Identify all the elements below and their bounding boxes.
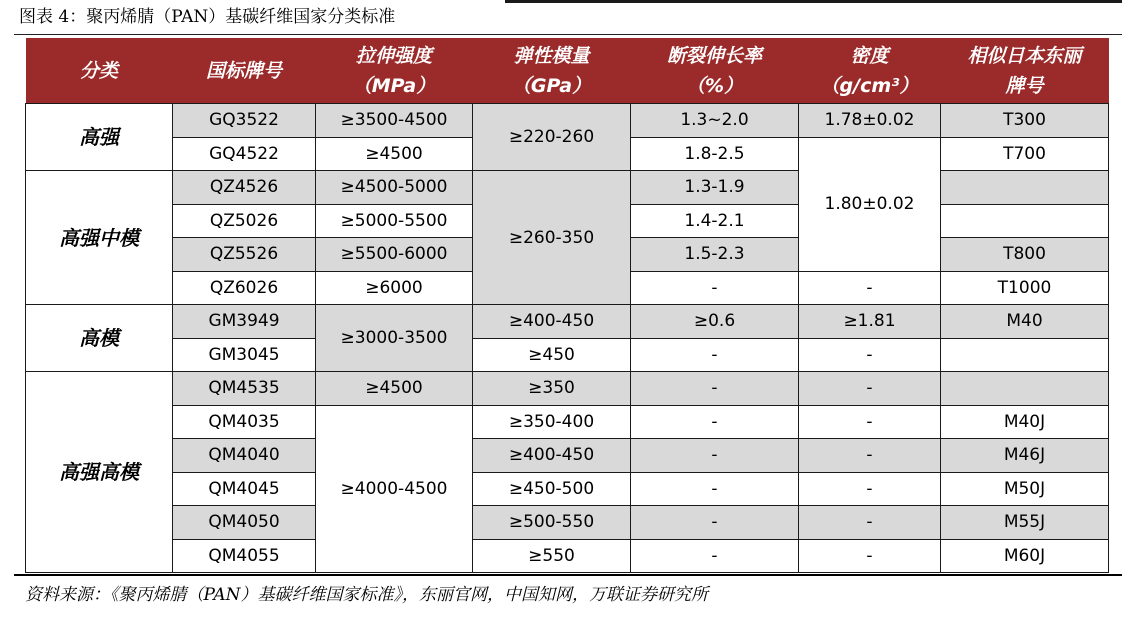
- title-divider: [14, 34, 1122, 35]
- table-row: [26, 539, 1109, 573]
- modulus-cell: ≥350: [473, 372, 631, 406]
- grade-cell: QZ5026: [173, 204, 316, 238]
- grade-cell: QM4035: [173, 405, 316, 439]
- table-row: [26, 439, 1109, 473]
- toray-grade-cell: M40: [941, 305, 1109, 339]
- grade-cell: GQ3522: [173, 104, 316, 138]
- table-bottom-rule: [14, 574, 1122, 576]
- table-row: [26, 305, 1109, 339]
- header-tensile-strength: 拉伸强度 （MPa）: [316, 38, 473, 104]
- toray-grade-cell: T1000: [941, 271, 1109, 305]
- toray-grade-cell: [941, 338, 1109, 372]
- modulus-cell: ≥500-550: [473, 506, 631, 540]
- grade-cell: QM4045: [173, 472, 316, 506]
- toray-grade-cell: M46J: [941, 439, 1109, 473]
- category-cell: 高强中模: [26, 171, 173, 305]
- modulus-cell: ≥450-500: [473, 472, 631, 506]
- modulus-cell: ≥350-400: [473, 405, 631, 439]
- top-rule: [505, 0, 1122, 3]
- table-row: [26, 372, 1109, 406]
- grade-cell: GM3045: [173, 338, 316, 372]
- grade-cell: QM4040: [173, 439, 316, 473]
- toray-grade-cell: [941, 372, 1109, 406]
- header-density: 密度 （g/cm³）: [799, 38, 941, 104]
- category-cell: 高强高模: [26, 372, 173, 573]
- table-row: [26, 472, 1109, 506]
- strength-cell: ≥5500-6000: [316, 238, 473, 272]
- classification-table: [25, 38, 1109, 573]
- modulus-cell: ≥400-450: [473, 439, 631, 473]
- density-cell: -: [799, 271, 941, 305]
- grade-cell: QZ6026: [173, 271, 316, 305]
- header-category: 分类: [26, 38, 173, 104]
- grade-cell: QM4050: [173, 506, 316, 540]
- elongation-cell: -: [631, 271, 799, 305]
- strength-cell: ≥4500-5000: [316, 171, 473, 205]
- modulus-cell: ≥450: [473, 338, 631, 372]
- header-grade: 国标牌号: [173, 38, 316, 104]
- elongation-cell: -: [631, 405, 799, 439]
- grade-cell: QM4055: [173, 539, 316, 573]
- strength-cell: ≥3000-3500: [316, 305, 473, 372]
- toray-grade-cell: [941, 171, 1109, 205]
- figure-title: 图表 4：聚丙烯腈（PAN）基碳纤维国家分类标准: [19, 7, 396, 27]
- toray-grade-cell: M50J: [941, 472, 1109, 506]
- strength-cell: ≥5000-5500: [316, 204, 473, 238]
- source-note: 资料来源：《聚丙烯腈（PAN）基碳纤维国家标准》，东丽官网，中国知网，万联证券研究所: [25, 585, 709, 605]
- density-cell: -: [799, 405, 941, 439]
- elongation-cell: -: [631, 338, 799, 372]
- table-row: [26, 506, 1109, 540]
- table-row: [26, 171, 1109, 205]
- category-cell: 高强: [26, 104, 173, 171]
- strength-cell: ≥4500: [316, 372, 473, 406]
- strength-cell: ≥6000: [316, 271, 473, 305]
- toray-grade-cell: T700: [941, 137, 1109, 171]
- toray-grade-cell: [941, 204, 1109, 238]
- elongation-cell: 1.4-2.1: [631, 204, 799, 238]
- density-cell: 1.78±0.02: [799, 104, 941, 138]
- grade-cell: GM3949: [173, 305, 316, 339]
- density-cell: -: [799, 539, 941, 573]
- elongation-cell: 1.3~2.0: [631, 104, 799, 138]
- header-elastic-modulus: 弹性模量 （GPa）: [473, 38, 631, 104]
- toray-grade-cell: T300: [941, 104, 1109, 138]
- strength-cell: ≥4500: [316, 137, 473, 171]
- strength-cell: ≥4000-4500: [316, 405, 473, 573]
- header-toray-grade: 相似日本东丽 牌号: [941, 38, 1109, 104]
- elongation-cell: 1.8-2.5: [631, 137, 799, 171]
- density-cell: ≥1.81: [799, 305, 941, 339]
- modulus-cell: ≥550: [473, 539, 631, 573]
- elongation-cell: -: [631, 372, 799, 406]
- table-row: [26, 405, 1109, 439]
- elongation-cell: -: [631, 439, 799, 473]
- modulus-cell: ≥400-450: [473, 305, 631, 339]
- grade-cell: GQ4522: [173, 137, 316, 171]
- toray-grade-cell: M55J: [941, 506, 1109, 540]
- modulus-cell: ≥220-260: [473, 104, 631, 171]
- elongation-cell: 1.5-2.3: [631, 238, 799, 272]
- table-header-row: [26, 38, 1109, 104]
- table-row: [26, 338, 1109, 372]
- grade-cell: QZ5526: [173, 238, 316, 272]
- toray-grade-cell: M40J: [941, 405, 1109, 439]
- toray-grade-cell: T800: [941, 238, 1109, 272]
- grade-cell: QM4535: [173, 372, 316, 406]
- modulus-cell: ≥260-350: [473, 171, 631, 305]
- strength-cell: ≥3500-4500: [316, 104, 473, 138]
- density-cell: 1.80±0.02: [799, 137, 941, 271]
- elongation-cell: 1.3-1.9: [631, 171, 799, 205]
- elongation-cell: ≥0.6: [631, 305, 799, 339]
- density-cell: -: [799, 506, 941, 540]
- density-cell: -: [799, 472, 941, 506]
- grade-cell: QZ4526: [173, 171, 316, 205]
- table-row: [26, 104, 1109, 138]
- toray-grade-cell: M60J: [941, 539, 1109, 573]
- elongation-cell: -: [631, 506, 799, 540]
- elongation-cell: -: [631, 539, 799, 573]
- density-cell: -: [799, 338, 941, 372]
- category-cell: 高模: [26, 305, 173, 372]
- density-cell: -: [799, 372, 941, 406]
- header-elongation: 断裂伸长率 （%）: [631, 38, 799, 104]
- density-cell: -: [799, 439, 941, 473]
- elongation-cell: -: [631, 472, 799, 506]
